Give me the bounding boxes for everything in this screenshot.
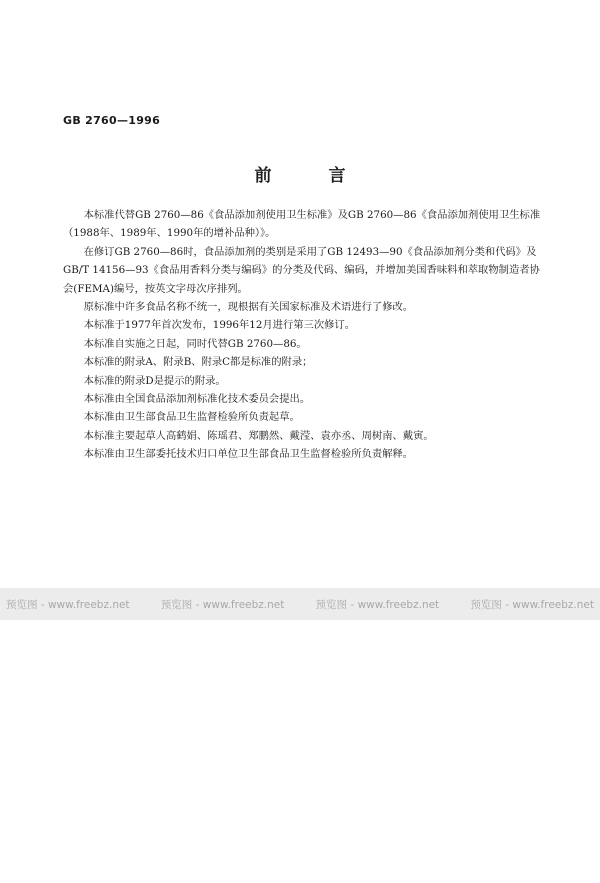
paragraph-revision: 在修订GB 2760—86时，食品添加剂的类别是采用了GB 12493—90《食品添加剂分类和代码》及GB/T 14156—93《食品用香料分类与编码》的分类及代码、编码，并增加美国香味料和萃取物制造者协会(FEMA)编号，按英文字母次序排列。 [63,245,540,295]
paragraph-normative-annex: 本标准的附录A、附录B、附录C都是标准的附录； [83,356,313,369]
paragraph-history: 本标准于1977年首次发布，1996年12月进行第三次修订。 [83,319,356,332]
watermark-text: 预览图 - www.freebz.net [6,598,130,611]
watermark-text: 预览图 - www.freebz.net [160,598,285,611]
paragraph-drafted-by: 本标准由卫生部食品卫生监督检验所负责起草。 [83,411,300,424]
paragraph-interpretation: 本标准由卫生部委托技术归口单位卫生部食品卫生监督检验所负责解释。 [83,448,414,461]
watermark-band [0,588,600,620]
paragraph-proposed-by: 本标准由全国食品添加剂标准化技术委员会提出。 [83,393,311,406]
foreword-body [63,206,541,464]
paragraph-informative-annex: 本标准的附录D是提示的附录。 [83,374,226,387]
paragraph-drafters: 本标准主要起草人高鹤娟、陈瑶君、郑鹏然、戴滢、袁亦丞、周树南、戴寅。 [83,429,434,442]
paragraph-names: 原标准中许多食品名称不统一，现根据有关国家标准及术语进行了修改。 [83,301,414,314]
watermark-text: 预览图 - www.freebz.net [470,598,594,611]
watermark-text: 预览图 - www.freebz.net [315,598,440,611]
paragraph-effective: 本标准自实施之日起，同时代替GB 2760—86。 [83,337,307,350]
page-title: 前 言 [254,166,366,186]
standard-code: GB 2760—1996 [63,114,161,127]
paragraph-replaces: 本标准代替GB 2760—86《食品添加剂使用卫生标准》及GB 2760—86《食品添加剂使用卫生标准（1988年、1989年、1990年的增补品种）》。 [63,209,541,240]
